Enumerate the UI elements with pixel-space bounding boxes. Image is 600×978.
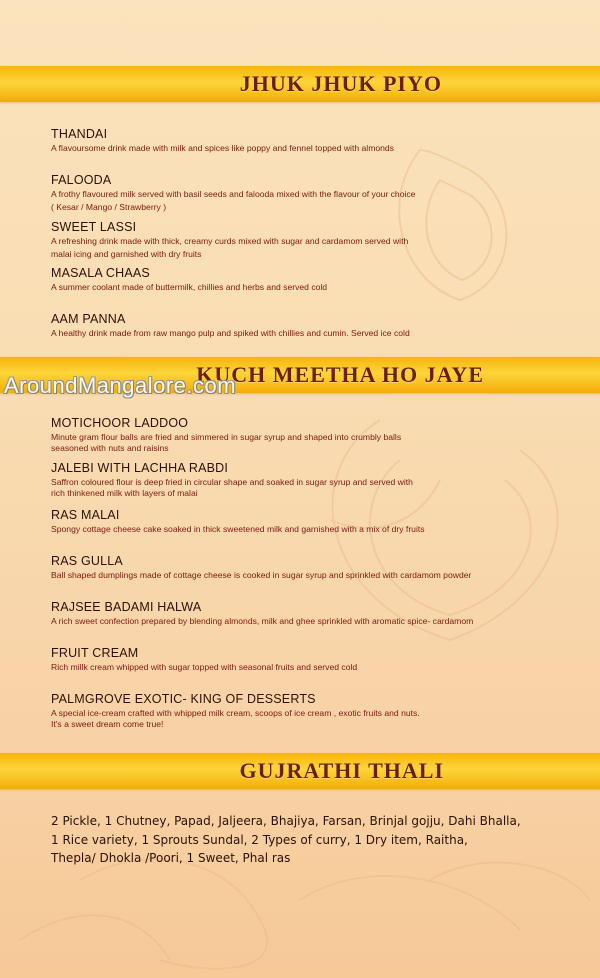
item-name: MOTICHOOR LADDOO [51, 416, 189, 430]
menu-item [51, 312, 571, 339]
item-description: Ball shaped dumplings made of cottage cheese is cooked in sugar syrup and sprinkled with cardamom powder [51, 570, 472, 580]
item-description: Rich millk cream whipped with sugar topped with seasonal fruits and served cold [51, 662, 358, 672]
item-description: Minute gram flour balls are fried and simmered in sugar syrup and shaped into crumbly balls [51, 432, 402, 442]
section-title-desserts: KUCH MEETHA HO JAYE [196, 362, 484, 387]
menu-item [51, 266, 571, 293]
item-description: A frothy flavoured milk served with basil seeds and falooda mixed with the flavour of your choice [51, 189, 416, 199]
item-description: Spongy cottage cheese cake soaked in thick sweetened milk and garnished with a mix of dry fruits [51, 524, 425, 534]
item-description: A flavoursome drink made with milk and spices like poppy and fennel topped with almonds [51, 143, 394, 153]
item-name: MASALA CHAAS [51, 266, 150, 280]
section-title-drinks: JHUK JHUK PIYO [239, 71, 442, 96]
thali-line: Thepla/ Dhokla /Poori, 1 Sweet, Phal ras [51, 851, 291, 865]
item-description-line2: It's a sweet dream come true! [51, 719, 164, 729]
menu-item [51, 416, 571, 454]
section-banner-thali [0, 753, 600, 789]
item-description: A summer coolant made of buttermilk, chillies and herbs and served cold [51, 282, 328, 292]
item-name: RAJSEE BADAMI HALWA [51, 600, 202, 614]
item-description: A healthy drink made from raw mango pulp and spiked with chillies and cumin. Served ice cold [51, 328, 410, 338]
item-name: RAS MALAI [51, 508, 120, 522]
menu-item [51, 646, 571, 673]
item-description-line2: rich thinkened milk with layers of malai [51, 488, 198, 498]
item-name: AAM PANNA [51, 312, 126, 326]
menu-item [51, 554, 571, 581]
menu-item [51, 692, 571, 730]
item-name: FRUIT CREAM [51, 646, 139, 660]
thali-line: 2 Pickle, 1 Chutney, Papad, Jaljeera, Bhajiya, Farsan, Brinjal gojju, Dahi Bhalla, [51, 814, 521, 828]
thali-line: 1 Rice variety, 1 Sprouts Sundal, 2 Types of curry, 1 Dry item, Raitha, [51, 832, 468, 847]
item-name: RAS GULLA [51, 554, 123, 568]
item-description-options: ( Kesar / Mango / Strawberry ) [51, 202, 167, 212]
item-name: SWEET LASSI [51, 220, 137, 234]
item-description: A special ice-cream crafted with whipped milk cream, scoops of ice cream , exotic fruits and nuts. [51, 708, 420, 718]
section-title-thali: GUJRATHI THALI [239, 758, 444, 783]
item-name: PALMGROVE EXOTIC- KING OF DESSERTS [51, 692, 316, 706]
item-name: THANDAI [51, 127, 108, 141]
menu-item [51, 173, 571, 213]
site-watermark: AroundMangalore.com [4, 373, 237, 398]
item-description-line2: seasoned with nuts and raisins [51, 443, 169, 453]
item-name: FALOODA [51, 173, 112, 187]
item-description-line2: malai icing and garnished with dry fruits [51, 249, 202, 259]
item-description: Saffron coloured flour is deep fried in circular shape and soaked in sugar syrup and served with [51, 477, 413, 487]
item-description: A refreshing drink made with thick, creamy curds mixed with sugar and cardamom served with [51, 236, 409, 246]
thali-contents [51, 812, 591, 868]
menu-item [51, 220, 571, 260]
item-name: JALEBI WITH LACHHA RABDI [51, 461, 229, 475]
item-description: A rich sweet confection prepared by blending almonds, milk and ghee sprinkled with aromatic spice- cardamom [51, 616, 474, 626]
menu-item [51, 461, 571, 499]
menu-item [51, 508, 571, 535]
section-banner-drinks [0, 66, 600, 102]
menu-item [51, 127, 571, 154]
menu-item [51, 600, 571, 627]
